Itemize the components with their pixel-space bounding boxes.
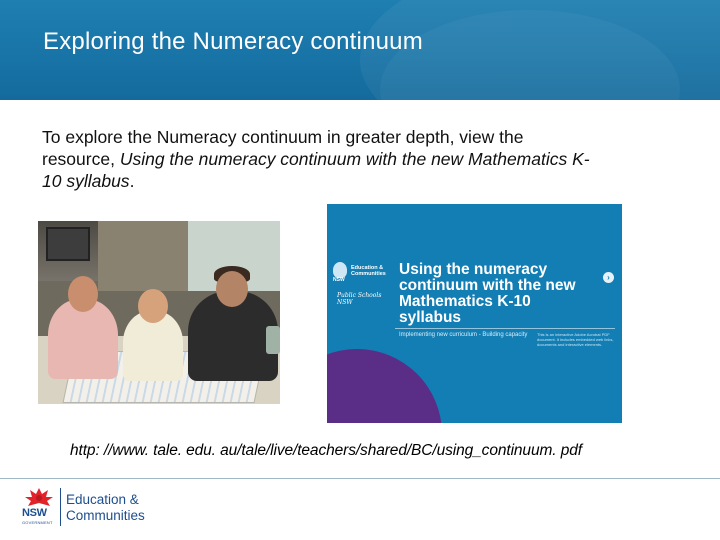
cover-pie-graphic xyxy=(327,344,447,423)
cover-logo xyxy=(333,262,391,306)
photo-jar xyxy=(266,326,280,354)
intro-line-1: To explore the Numeracy continuum in greater depth, view the xyxy=(42,127,524,147)
education-communities-label xyxy=(66,492,145,524)
photo-monitor xyxy=(46,227,90,261)
teachers-photo xyxy=(38,221,280,404)
photo-wall xyxy=(98,221,188,291)
logo-separator xyxy=(60,488,61,526)
communities-label: Communities xyxy=(66,508,145,523)
intro-line-3 xyxy=(42,170,682,192)
arrow-right-icon: › xyxy=(603,272,614,283)
intro-period: . xyxy=(129,171,135,191)
resource-title-cont: 10 syllabus xyxy=(42,171,130,191)
intro-text: resource, xyxy=(42,149,120,169)
resource-cover[interactable] xyxy=(327,204,622,423)
cover-public-schools: Public Schools NSW xyxy=(337,292,382,306)
resource-title: Using the numeracy continuum with the new Mathematics K- xyxy=(119,149,590,169)
slide-title: Exploring the Numeracy continuum xyxy=(43,28,423,55)
cover-ec-line1: Education & xyxy=(351,265,384,271)
slide-header xyxy=(0,0,720,100)
waratah-icon xyxy=(333,262,347,278)
photo-person-head xyxy=(216,271,248,307)
photo-person-head xyxy=(138,289,168,323)
nsw-education-logo xyxy=(22,486,162,530)
intro-line-2 xyxy=(42,148,682,170)
cover-subtitle: Implementing new curriculum - Building capacity xyxy=(399,332,528,338)
cover-title: Using the numeracy continuum with the new Mathematics K-10 syllabus xyxy=(399,261,576,326)
resource-url[interactable]: http: //www. tale. edu. au/tale/live/teachers/shared/BC/using_continuum. pdf xyxy=(70,442,582,459)
cover-ec-line2: Communities xyxy=(351,271,386,277)
footer-divider xyxy=(0,478,720,479)
waratah-icon xyxy=(22,486,56,508)
photo-person-head xyxy=(68,276,98,312)
education-label: Education xyxy=(66,492,127,507)
cover-divider xyxy=(395,328,615,329)
intro-paragraph xyxy=(42,126,682,192)
nsw-wordmark: NSW xyxy=(22,507,47,519)
ampersand: & xyxy=(126,492,139,507)
cover-crest-label: NSW xyxy=(333,277,345,283)
government-label: GOVERNMENT xyxy=(22,520,53,525)
cover-fine-print: This is an interactive Adobe Acrobat PDF document. It includes embedded web links, documents and interactive elements. xyxy=(537,332,614,347)
cover-ec-label xyxy=(351,265,391,277)
